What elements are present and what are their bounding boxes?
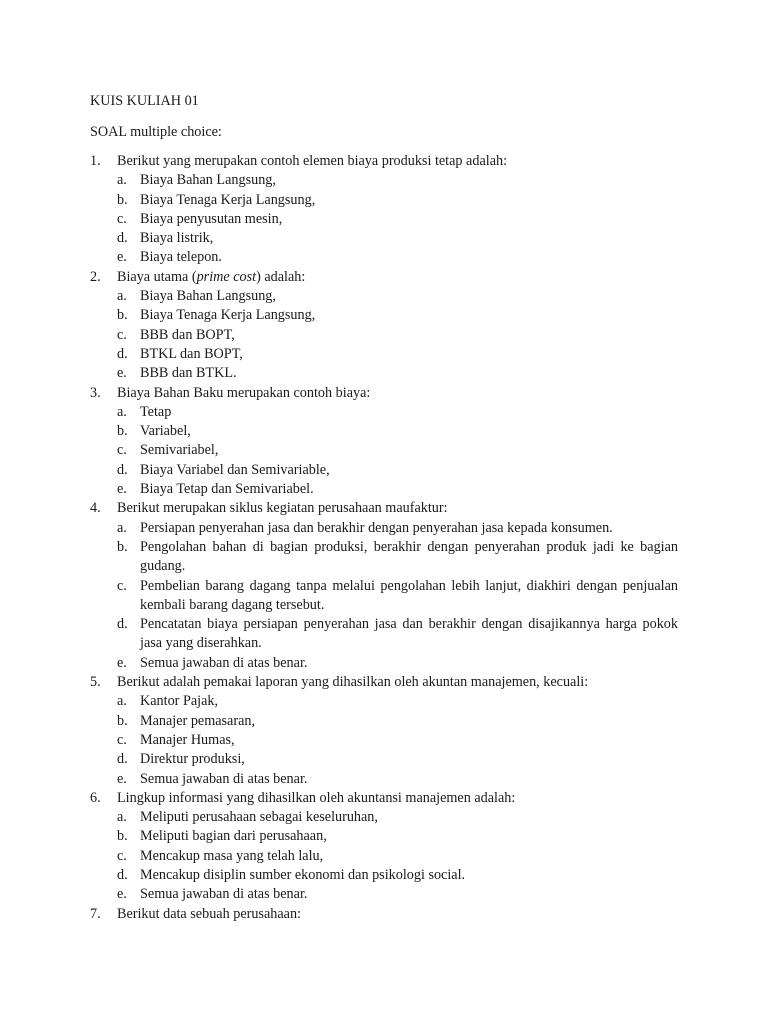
- option-e: [90, 480, 678, 499]
- option-d: [90, 750, 678, 769]
- question-number: 1.: [90, 153, 101, 169]
- option-a: [90, 287, 678, 306]
- question-7: [90, 905, 678, 924]
- option-letter: d.: [117, 751, 128, 768]
- option-letter: c.: [117, 731, 127, 748]
- option-text: Persiapan penyerahan jasa dan berakhir dengan penyerahan jasa kepada konsumen.: [140, 519, 613, 536]
- option-letter: d.: [117, 866, 128, 883]
- option-e: [90, 248, 678, 267]
- option-text: Variabel,: [140, 423, 191, 440]
- option-text: Semua jawaban di atas benar.: [140, 886, 308, 903]
- option-text: Biaya telepon.: [140, 249, 222, 266]
- option-b: [90, 827, 678, 846]
- option-text: Biaya Tenaga Kerja Langsung,: [140, 307, 316, 324]
- option-c: [90, 577, 678, 616]
- option-text: Biaya Bahan Langsung,: [140, 288, 276, 305]
- option-a: [90, 519, 678, 538]
- option-letter: b.: [117, 712, 128, 729]
- option-letter: a.: [117, 288, 127, 305]
- option-b: [90, 191, 678, 210]
- option-letter: a.: [117, 693, 127, 710]
- option-a: [90, 808, 678, 827]
- option-letter: a.: [117, 172, 127, 189]
- option-letter: b.: [117, 538, 128, 555]
- option-d: [90, 229, 678, 248]
- option-text: Semua jawaban di atas benar.: [140, 654, 308, 671]
- question-1: [90, 152, 678, 268]
- option-d: [90, 866, 678, 885]
- option-letter: e.: [117, 886, 127, 903]
- option-c: [90, 847, 678, 866]
- option-text: BBB dan BOPT,: [140, 326, 235, 343]
- option-letter: e.: [117, 365, 127, 382]
- option-text: Kantor Pajak,: [140, 693, 219, 710]
- option-b: [90, 538, 678, 577]
- option-letter: b.: [117, 191, 128, 208]
- option-letter: b.: [117, 828, 128, 845]
- option-e: [90, 654, 678, 673]
- question-number: 3.: [90, 384, 101, 401]
- question-text: Lingkup informasi yang dihasilkan oleh akuntansi manajemen adalah:: [117, 789, 516, 806]
- question-text: Berikut yang merupakan contoh elemen biaya produksi tetap adalah:: [117, 153, 508, 169]
- option-text: Biaya penyusutan mesin,: [140, 210, 283, 227]
- option-letter: a.: [117, 519, 127, 536]
- option-d: [90, 461, 678, 480]
- question-6: [90, 789, 678, 905]
- option-letter: e.: [117, 654, 127, 671]
- option-text: Manajer pemasaran,: [140, 712, 256, 729]
- option-letter: c.: [117, 442, 127, 459]
- question-number: 4.: [90, 500, 101, 517]
- option-a: [90, 403, 678, 422]
- question-number: 6.: [90, 789, 101, 806]
- option-text: Meliputi bagian dari perusahaan,: [140, 828, 327, 845]
- option-letter: d.: [117, 461, 128, 478]
- question-text: Berikut merupakan siklus kegiatan perusahaan maufaktur:: [117, 500, 448, 517]
- option-b: [90, 422, 678, 441]
- option-text: Mencakup disiplin sumber ekonomi dan psikologi social.: [140, 866, 466, 883]
- question-4: [90, 499, 678, 673]
- option-text: Semivariabel,: [140, 442, 219, 459]
- option-a: [90, 692, 678, 711]
- question-3: [90, 384, 678, 500]
- question-text: Biaya Bahan Baku merupakan contoh biaya:: [117, 384, 371, 401]
- option-text: Direktur produksi,: [140, 751, 245, 768]
- question-number: 2.: [90, 268, 101, 285]
- option-d: [90, 615, 678, 654]
- option-e: [90, 885, 678, 904]
- option-c: [90, 731, 678, 750]
- option-a: [90, 171, 678, 190]
- option-letter: e.: [117, 249, 127, 266]
- option-letter: a.: [117, 403, 127, 420]
- option-c: [90, 210, 678, 229]
- question-5: [90, 673, 678, 789]
- option-letter: c.: [117, 210, 127, 227]
- option-b: [90, 712, 678, 731]
- question-list: [90, 152, 678, 924]
- option-letter: a.: [117, 809, 127, 826]
- option-text: Biaya Bahan Langsung,: [140, 172, 276, 189]
- option-text: Biaya listrik,: [140, 230, 214, 247]
- option-c: [90, 441, 678, 460]
- document-title: KUIS KULIAH 01: [90, 93, 199, 109]
- option-letter: d.: [117, 616, 128, 633]
- option-letter: e.: [117, 770, 127, 787]
- question-text: Berikut data sebuah perusahaan:: [117, 905, 301, 922]
- option-text: Mencakup masa yang telah lalu,: [140, 847, 324, 864]
- option-letter: c.: [117, 326, 127, 343]
- option-letter: c.: [117, 577, 127, 594]
- option-letter: b.: [117, 307, 128, 324]
- option-d: [90, 345, 678, 364]
- question-text: [117, 268, 678, 287]
- option-text: Semua jawaban di atas benar.: [140, 770, 308, 787]
- question-number: 5.: [90, 674, 101, 691]
- option-text: Pengolahan bahan di bagian produksi, berakhir dengan penyerahan produk jadi ke bagian gudang.: [140, 538, 678, 575]
- question-text-emphasis: prime cost: [196, 268, 257, 285]
- option-text: Biaya Tenaga Kerja Langsung,: [140, 191, 316, 208]
- question-text: Berikut adalah pemakai laporan yang dihasilkan oleh akuntan manajemen, kecuali:: [117, 674, 589, 691]
- option-text: Tetap: [140, 403, 172, 420]
- option-text: Pembelian barang dagang tanpa melalui pengolahan lebih lanjut, diakhiri dengan penjualan kembali barang dagang tersebut.: [140, 577, 678, 613]
- option-e: [90, 770, 678, 789]
- option-letter: d.: [117, 345, 128, 362]
- option-text: Biaya Tetap dan Semivariabel.: [140, 481, 314, 498]
- option-text: BTKL dan BOPT,: [140, 345, 243, 362]
- option-text: Meliputi perusahaan sebagai keseluruhan,: [140, 809, 378, 826]
- option-text: Pencatatan biaya persiapan penyerahan jasa dan berakhir dengan disajikannya harga pokok jasa yang diserahkan.: [140, 616, 678, 652]
- option-letter: e.: [117, 481, 127, 498]
- question-text-part: Biaya utama (: [117, 268, 197, 285]
- option-letter: d.: [117, 230, 128, 247]
- option-b: [90, 306, 678, 325]
- option-c: [90, 326, 678, 345]
- question-2: [90, 268, 678, 384]
- question-number: 7.: [90, 905, 101, 922]
- option-text: Manajer Humas,: [140, 731, 235, 748]
- option-letter: c.: [117, 847, 127, 864]
- question-text-part: ) adalah:: [256, 268, 306, 285]
- option-letter: b.: [117, 423, 128, 440]
- option-e: [90, 364, 678, 383]
- section-heading: SOAL multiple choice:: [90, 124, 222, 140]
- option-text: Biaya Variabel dan Semivariable,: [140, 461, 330, 478]
- option-text: BBB dan BTKL.: [140, 365, 237, 382]
